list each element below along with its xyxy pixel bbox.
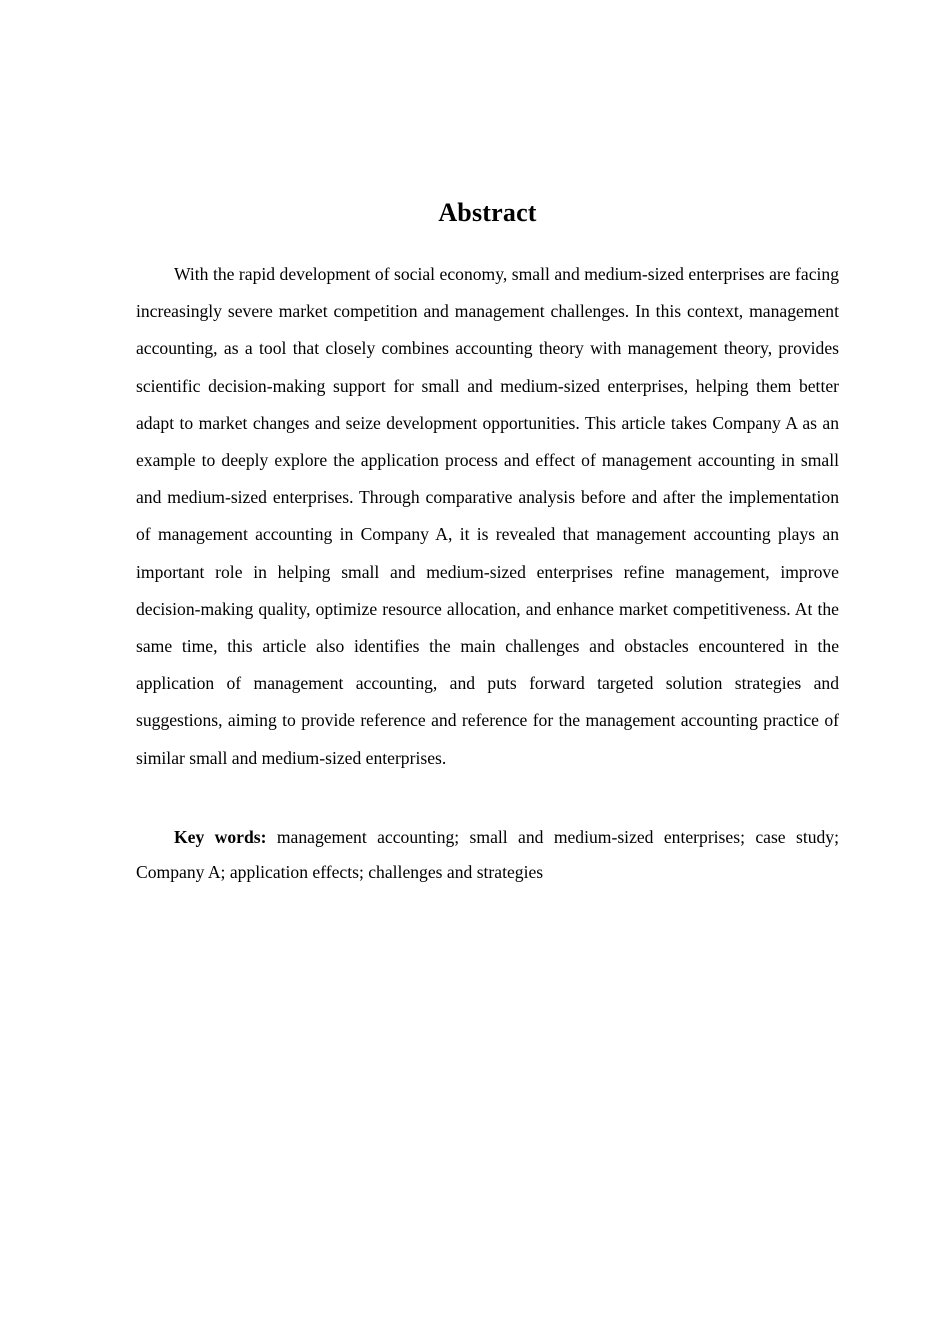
keywords-paragraph <box>136 820 839 890</box>
keywords-label: Key words: <box>174 826 267 847</box>
abstract-section <box>136 192 839 890</box>
abstract-body: With the rapid development of social economy, small and medium-sized enterprises are facing increasingly severe market competition and management challenges. In this context, management accounting, as a tool that closely combines accounting theory with management theory, provides scientific decision-making support for small and medium-sized enterprises, helping them better adapt to market changes and seize development opportunities. This article takes Company A as an example to deeply explore the application process and effect of management accounting in small and medium-sized enterprises. Through comparative analysis before and after the implementation of management accounting in Company A, it is revealed that management accounting plays an important role in helping small and medium-sized enterprises refine management, improve decision-making quality, optimize resource allocation, and enhance market competitiveness. At the same time, this article also identifies the main challenges and obstacles encountered in the application of management accounting, and puts forward targeted solution strategies and suggestions, aiming to provide reference and reference for the management accounting practice of similar small and medium-sized enterprises. <box>136 264 839 768</box>
abstract-title: Abstract <box>438 198 537 227</box>
keywords-text: management accounting; small and medium-sized enterprises; case study; Company A; application effects; challenges and strategies <box>136 826 839 882</box>
